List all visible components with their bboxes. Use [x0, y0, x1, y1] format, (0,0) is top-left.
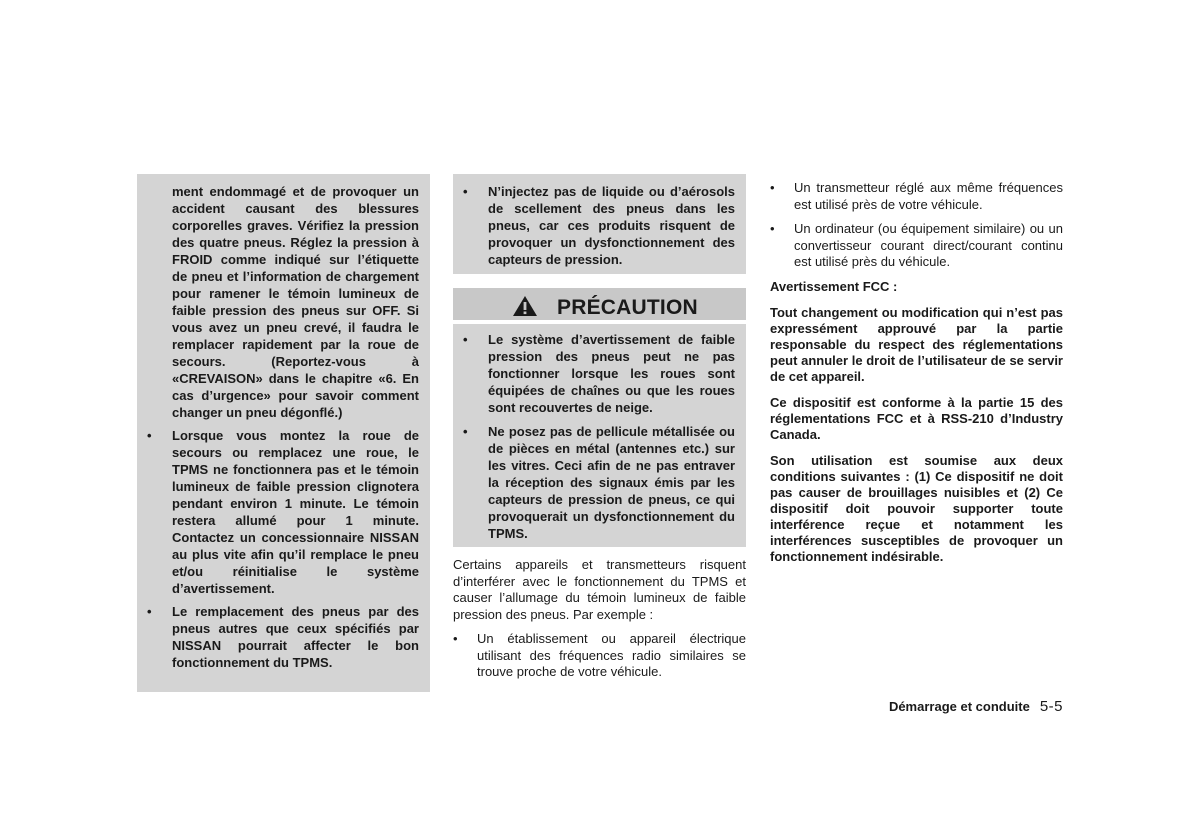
warning-box-continued	[137, 174, 430, 692]
warning-intro-text: ment endommagé et de provoquer un accident causant des blessures corporelles graves. Vérifiez la pression des quatre pneus. Réglez la pression à FROID comme indiqué sur l’étiquette de pneu et l’information de chargement pour ramener le témoin lumineux de faible pression des pneus sur OFF. Si vous avez un pneu crevé, il faudra le remplacer rapidement par la roue de secours. (Reportez-vous à «CREVAISON» dans le chapitre «6. En cas d’urgence» pour savoir comment changer un pneu dégonflé.)	[172, 184, 419, 420]
warning-bullet: • Lorsque vous montez la roue de secours ou remplacez une roue, le TPMS ne fonctionnera pas et le témoin lumineux de faible pression clignotera pendant environ 1 minute. Le témoin restera allumé pour 1 minute. Contactez un concessionnaire NISSAN au plus vite afin qu’il remplace le pneu et/ou réinitialise le système d’avertissement.	[137, 427, 419, 597]
warning-box-end	[453, 174, 746, 274]
fcc-paragraph: Son utilisation est soumise aux deux conditions suivantes : (1) Ce dispositif ne doit pas causer de brouillages nuisibles et (2) Ce dispositif doit pouvoir supporter toute interférence reçue et notamment les interférences susceptibles de provoquer un fonctionnement indésirable.	[770, 452, 1063, 564]
interference-paragraph: Certains appareils et transmetteurs risquent d’interférer avec le fonctionnement du TPMS et causer l’allumage du témoin lumineux de faible pression des pneus. Par exemple :	[453, 557, 746, 622]
list-item: • Un transmetteur réglé aux même fréquences est utilisé près de votre véhicule.	[770, 180, 1063, 213]
page-footer	[889, 699, 1063, 715]
fcc-heading: Avertissement FCC :	[770, 278, 898, 294]
fcc-section	[770, 180, 1063, 565]
warning-triangle-icon	[512, 295, 538, 317]
caution-bullet: • Le système d’avertissement de faible pression des pneus peut ne pas fonctionner lorsque les roues sont équipées de chaînes ou que les roues sont recouvertes de neige.	[453, 331, 735, 416]
section-name: Démarrage et conduite	[888, 699, 1030, 714]
page-number: 5-5	[1039, 698, 1063, 715]
caution-header	[453, 288, 746, 320]
list-item: • Un établissement ou appareil électrique utilisant des fréquences radio similaires se trouve proche de votre véhicule.	[453, 631, 746, 681]
interference-section	[453, 557, 746, 681]
fcc-paragraph: Ce dispositif est conforme à la partie 15 des réglementations FCC et à RSS-210 d’Industry Canada.	[770, 394, 1063, 442]
warning-bullet: • N’injectez pas de liquide ou d’aérosols de scellement des pneus dans les pneus, car ces produits risquent de provoquer un dysfonctionnement des capteurs de pression.	[453, 183, 735, 268]
caution-bullet: • Ne posez pas de pellicule métallisée ou de pièces en métal (antennes etc.) sur les vitres. Ceci afin de ne pas entraver la réception des signaux émis par les capteurs de pression de pneus, ce qui provoquerait un dysfonctionnement du TPMS.	[453, 423, 735, 542]
fcc-paragraph: Tout changement ou modification qui n’est pas expressément approuvé par la partie responsable du respect des réglementations peut annuler le droit de l’utilisateur de se servir de cet appareil.	[770, 304, 1063, 384]
caution-title: PRÉCAUTION	[557, 296, 698, 319]
list-item: • Un ordinateur (ou équipement similaire) ou un convertisseur courant direct/courant continu est utilisé près du véhicule.	[770, 221, 1063, 271]
warning-bullet: • Le remplacement des pneus par des pneus autres que ceux spécifiés par NISSAN pourrait affecter le bon fonctionnement du TPMS.	[137, 603, 419, 671]
caution-box	[453, 324, 746, 547]
